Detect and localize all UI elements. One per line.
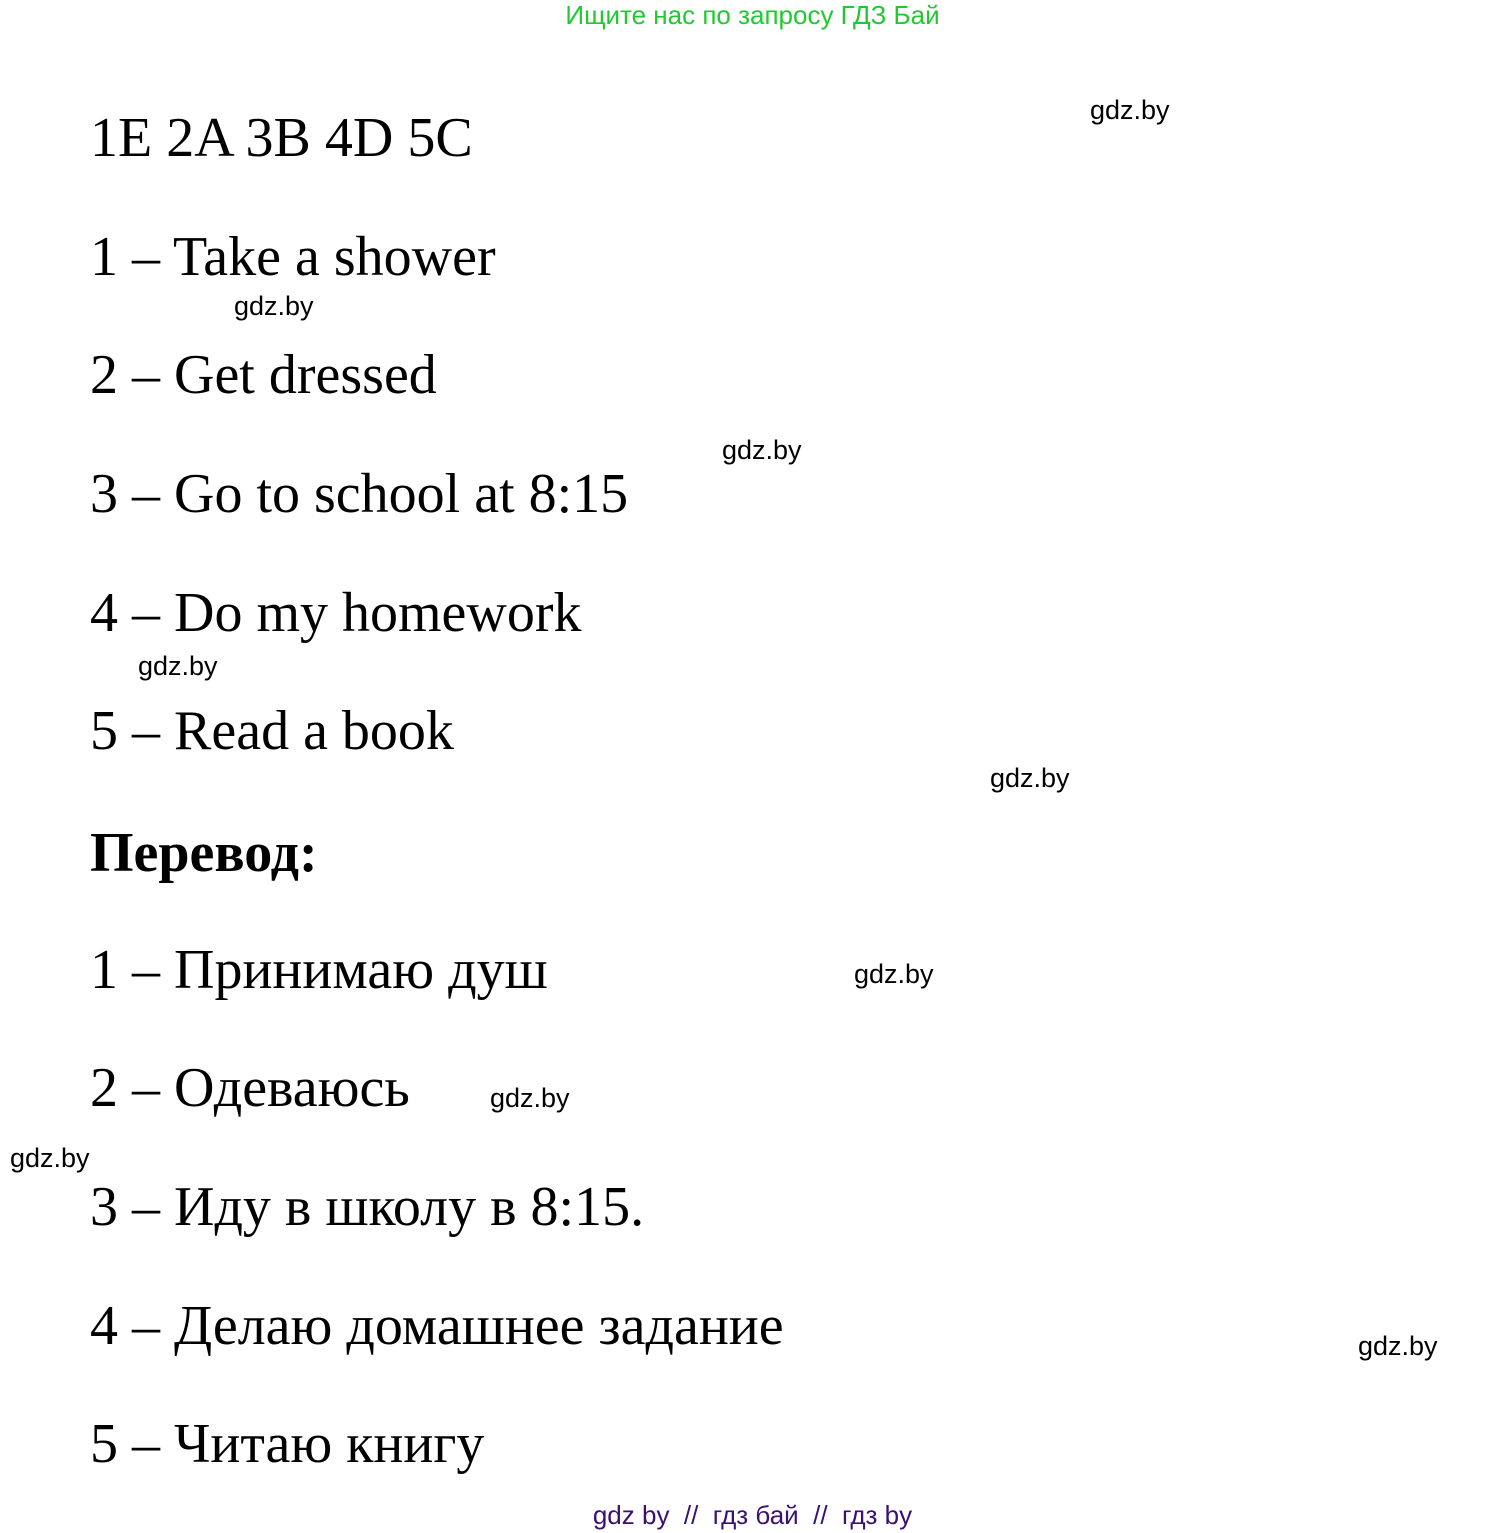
russian-item-2: 2 – Одеваюсь: [90, 1057, 410, 1119]
translation-heading: Перевод:: [90, 822, 318, 884]
russian-item-4: 4 – Делаю домашнее задание: [90, 1295, 784, 1357]
watermark: gdz.by: [722, 435, 802, 465]
english-item-4: 4 – Do my homework: [90, 582, 582, 644]
top-banner: Ищите нас по запросу ГДЗ Бай: [565, 0, 940, 30]
watermark: gdz.by: [1090, 95, 1170, 125]
watermark: gdz.by: [990, 763, 1070, 793]
watermark: gdz.by: [854, 959, 934, 989]
watermark: gdz.by: [10, 1143, 90, 1173]
english-item-5: 5 – Read a book: [90, 700, 454, 762]
english-item-3: 3 – Go to school at 8:15: [90, 463, 629, 525]
russian-item-1: 1 – Принимаю душ: [90, 939, 548, 1001]
watermark: gdz.by: [138, 651, 218, 681]
watermark: gdz.by: [234, 291, 314, 321]
english-item-1: 1 – Take a shower: [90, 226, 496, 288]
watermark: gdz.by: [1358, 1331, 1438, 1361]
english-item-2: 2 – Get dressed: [90, 344, 437, 406]
footer-links: gdz by // гдз бай // гдз by: [592, 1500, 913, 1530]
watermark: gdz.by: [490, 1083, 570, 1113]
russian-item-5: 5 – Читаю книгу: [90, 1413, 485, 1475]
answers-line: 1E 2A 3B 4D 5C: [90, 107, 473, 169]
russian-item-3: 3 – Иду в школу в 8:15.: [90, 1176, 645, 1238]
